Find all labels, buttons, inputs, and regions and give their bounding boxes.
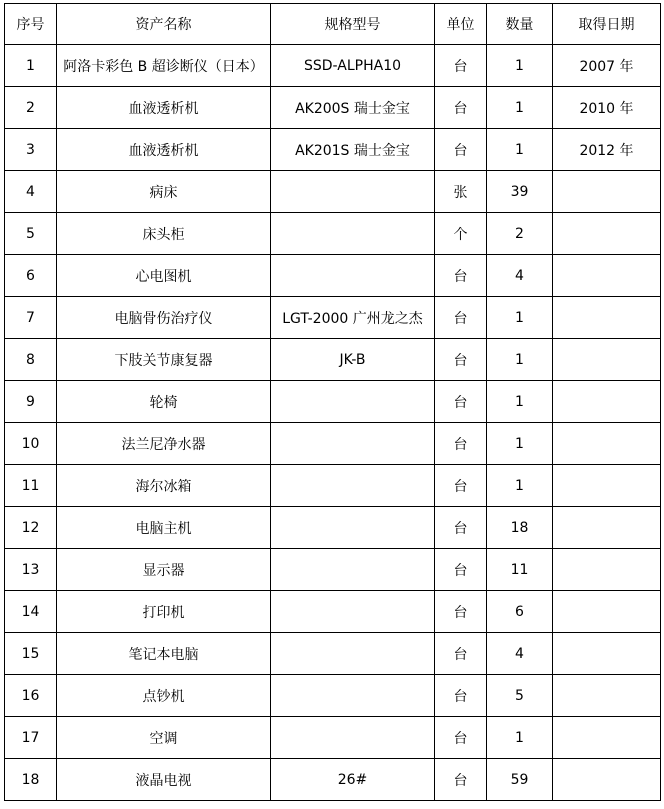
cell-no: 15 — [5, 633, 57, 675]
cell-name: 打印机 — [57, 591, 271, 633]
cell-qty: 6 — [487, 591, 553, 633]
header-date: 取得日期 — [553, 4, 661, 45]
cell-name: 空调 — [57, 717, 271, 759]
cell-date — [553, 339, 661, 381]
cell-no: 3 — [5, 129, 57, 171]
cell-no: 12 — [5, 507, 57, 549]
cell-name: 点钞机 — [57, 675, 271, 717]
cell-model — [271, 465, 435, 507]
cell-date: 2010 年 — [553, 87, 661, 129]
cell-no: 13 — [5, 549, 57, 591]
table-row — [5, 213, 661, 255]
cell-unit: 台 — [435, 759, 487, 801]
asset-table — [4, 3, 661, 801]
table-row — [5, 717, 661, 759]
cell-model — [271, 423, 435, 465]
table-row — [5, 381, 661, 423]
table-row — [5, 549, 661, 591]
cell-model — [271, 549, 435, 591]
table-row — [5, 633, 661, 675]
cell-unit: 台 — [435, 381, 487, 423]
header-name: 资产名称 — [57, 4, 271, 45]
cell-name: 病床 — [57, 171, 271, 213]
cell-name: 阿洛卡彩色 B 超诊断仪（日本） — [57, 45, 271, 87]
cell-unit: 台 — [435, 255, 487, 297]
cell-name: 电脑主机 — [57, 507, 271, 549]
cell-qty: 1 — [487, 423, 553, 465]
table-row — [5, 297, 661, 339]
cell-date — [553, 717, 661, 759]
cell-name: 轮椅 — [57, 381, 271, 423]
cell-model — [271, 381, 435, 423]
table-row — [5, 591, 661, 633]
cell-unit: 台 — [435, 465, 487, 507]
cell-name: 笔记本电脑 — [57, 633, 271, 675]
table-body — [5, 45, 661, 801]
table-row — [5, 129, 661, 171]
table-row — [5, 759, 661, 801]
table-row — [5, 675, 661, 717]
cell-name: 血液透析机 — [57, 87, 271, 129]
cell-qty: 18 — [487, 507, 553, 549]
cell-name: 血液透析机 — [57, 129, 271, 171]
cell-qty: 1 — [487, 381, 553, 423]
cell-unit: 台 — [435, 297, 487, 339]
cell-name: 电脑骨伤治疗仪 — [57, 297, 271, 339]
cell-date — [553, 465, 661, 507]
cell-qty: 1 — [487, 717, 553, 759]
cell-date — [553, 507, 661, 549]
cell-date — [553, 255, 661, 297]
cell-date — [553, 423, 661, 465]
cell-model — [271, 507, 435, 549]
cell-no: 6 — [5, 255, 57, 297]
cell-name: 海尔冰箱 — [57, 465, 271, 507]
cell-model — [271, 633, 435, 675]
cell-unit: 台 — [435, 591, 487, 633]
header-no: 序号 — [5, 4, 57, 45]
cell-unit: 台 — [435, 549, 487, 591]
cell-date — [553, 297, 661, 339]
cell-unit: 台 — [435, 633, 487, 675]
cell-no: 10 — [5, 423, 57, 465]
cell-model: SSD-ALPHA10 — [271, 45, 435, 87]
header-unit: 单位 — [435, 4, 487, 45]
cell-model: AK201S 瑞士金宝 — [271, 129, 435, 171]
table-row — [5, 171, 661, 213]
cell-model — [271, 717, 435, 759]
table-row — [5, 465, 661, 507]
cell-model: AK200S 瑞士金宝 — [271, 87, 435, 129]
cell-unit: 个 — [435, 213, 487, 255]
cell-date — [553, 633, 661, 675]
cell-qty: 59 — [487, 759, 553, 801]
cell-date — [553, 759, 661, 801]
cell-model — [271, 675, 435, 717]
cell-unit: 台 — [435, 339, 487, 381]
cell-no: 16 — [5, 675, 57, 717]
cell-date: 2007 年 — [553, 45, 661, 87]
table-row — [5, 87, 661, 129]
cell-no: 14 — [5, 591, 57, 633]
cell-no: 8 — [5, 339, 57, 381]
cell-date — [553, 171, 661, 213]
cell-date — [553, 213, 661, 255]
table-row — [5, 507, 661, 549]
cell-qty: 1 — [487, 465, 553, 507]
cell-model — [271, 213, 435, 255]
cell-date — [553, 549, 661, 591]
cell-qty: 4 — [487, 633, 553, 675]
cell-name: 显示器 — [57, 549, 271, 591]
cell-no: 7 — [5, 297, 57, 339]
cell-qty: 1 — [487, 297, 553, 339]
cell-qty: 2 — [487, 213, 553, 255]
cell-unit: 台 — [435, 87, 487, 129]
cell-qty: 1 — [487, 339, 553, 381]
table-row — [5, 339, 661, 381]
table-header — [5, 4, 661, 45]
cell-unit: 台 — [435, 507, 487, 549]
cell-no: 1 — [5, 45, 57, 87]
cell-qty: 1 — [487, 87, 553, 129]
cell-date: 2012 年 — [553, 129, 661, 171]
cell-qty: 11 — [487, 549, 553, 591]
cell-qty: 39 — [487, 171, 553, 213]
cell-name: 床头柜 — [57, 213, 271, 255]
cell-unit: 台 — [435, 423, 487, 465]
cell-no: 9 — [5, 381, 57, 423]
cell-model — [271, 255, 435, 297]
cell-qty: 4 — [487, 255, 553, 297]
cell-unit: 台 — [435, 717, 487, 759]
cell-date — [553, 675, 661, 717]
cell-qty: 1 — [487, 129, 553, 171]
cell-name: 法兰尼净水器 — [57, 423, 271, 465]
cell-qty: 1 — [487, 45, 553, 87]
header-row — [5, 4, 661, 45]
table-row — [5, 423, 661, 465]
cell-model: 26# — [271, 759, 435, 801]
table-row — [5, 255, 661, 297]
cell-unit: 台 — [435, 45, 487, 87]
cell-no: 11 — [5, 465, 57, 507]
cell-model: LGT-2000 广州龙之杰 — [271, 297, 435, 339]
cell-no: 18 — [5, 759, 57, 801]
cell-model — [271, 171, 435, 213]
cell-name: 液晶电视 — [57, 759, 271, 801]
cell-model: JK-B — [271, 339, 435, 381]
header-model: 规格型号 — [271, 4, 435, 45]
cell-no: 2 — [5, 87, 57, 129]
cell-date — [553, 591, 661, 633]
cell-model — [271, 591, 435, 633]
cell-name: 下肢关节康复器 — [57, 339, 271, 381]
table-row — [5, 45, 661, 87]
cell-name: 心电图机 — [57, 255, 271, 297]
cell-date — [553, 381, 661, 423]
header-qty: 数量 — [487, 4, 553, 45]
cell-unit: 台 — [435, 129, 487, 171]
cell-qty: 5 — [487, 675, 553, 717]
cell-unit: 张 — [435, 171, 487, 213]
cell-unit: 台 — [435, 675, 487, 717]
cell-no: 4 — [5, 171, 57, 213]
cell-no: 17 — [5, 717, 57, 759]
cell-no: 5 — [5, 213, 57, 255]
